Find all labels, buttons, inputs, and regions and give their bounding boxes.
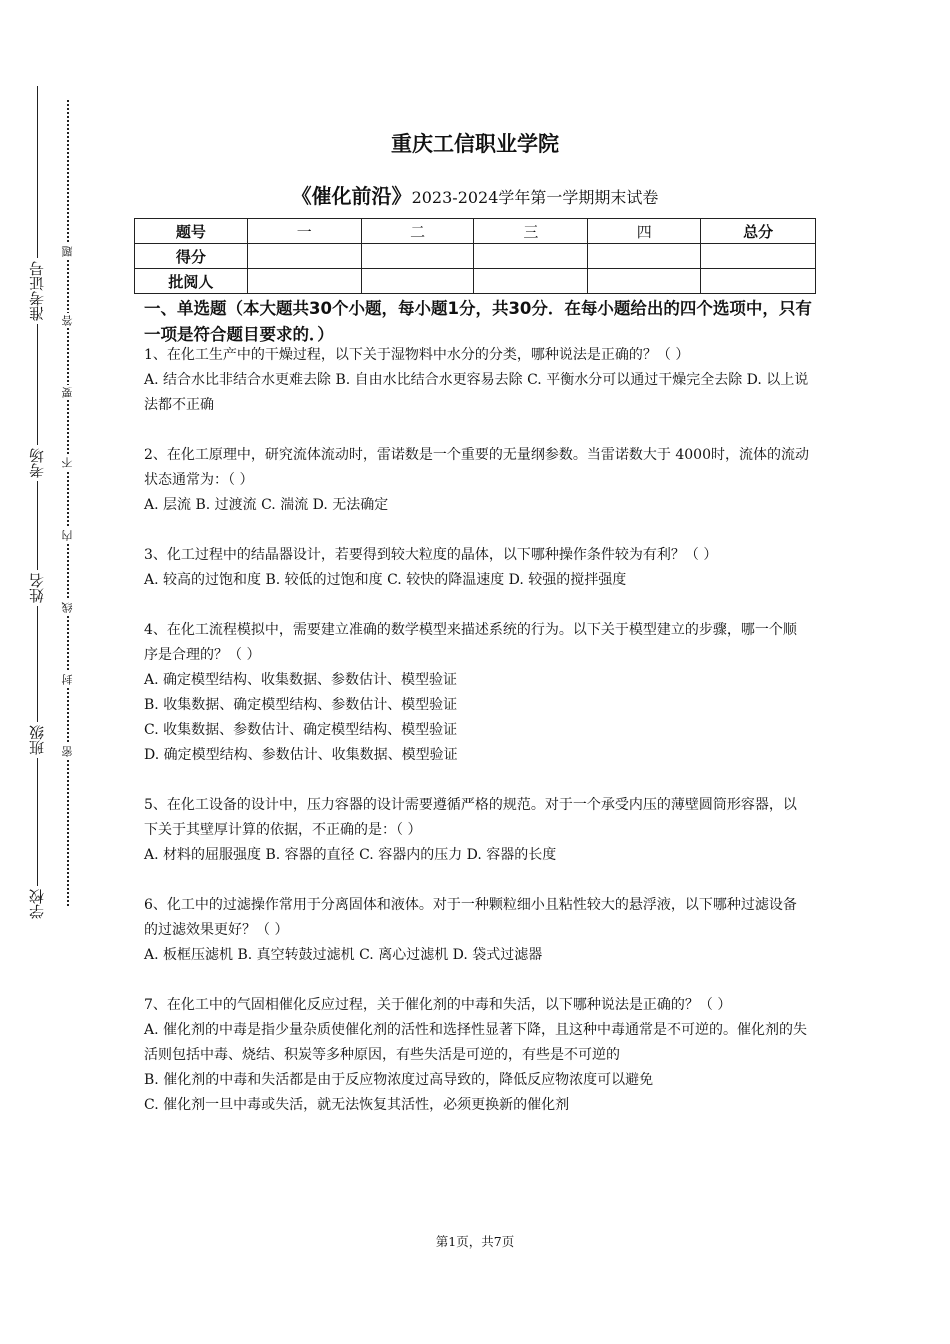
column-header: 二 xyxy=(361,219,474,244)
question-stem: 5、在化工设备的设计中，压力容器的设计需要遵循严格的规范。对于一个承受内压的薄壁圆筒形容器，以下关于其壁厚计算的依据，不正确的是：（ ） xyxy=(144,797,797,838)
seal-dotted-line xyxy=(67,100,69,906)
question-stem: 7、在化工中的气固相催化反应过程，关于催化剂的中毒和失活，以下哪种说法是正确的？（ ） xyxy=(144,997,732,1013)
question-stem: 4、在化工流程模拟中，需要建立准确的数学模型来描述系统的行为。以下关于模型建立的步骤，哪一个顺序是合理的？（ ） xyxy=(144,622,797,663)
question-option: A. 层流 B. 过渡流 C. 湍流 D. 无法确定 xyxy=(144,497,389,513)
field-class: 班级 xyxy=(22,722,52,758)
question-item xyxy=(144,543,810,593)
school-title: 重庆工信职业学院 xyxy=(391,132,559,156)
seal-char: 封 xyxy=(61,674,74,685)
field-exam-number: 准考证号 xyxy=(22,258,52,324)
grader-cell xyxy=(247,269,361,294)
question-option: B. 催化剂的中毒和失活都是由于反应物浓度过高导致的，降低反应物浓度可以避免 xyxy=(144,1072,654,1088)
section-heading: 一、单选题（本大题共30个小题，每小题1分，共30分．在每小题给出的四个选项中，只有一项是符合题目要求的．） xyxy=(144,299,812,344)
seal-char: 要 xyxy=(61,387,74,398)
question-option: A. 结合水比非结合水更难去除 B. 自由水比结合水更容易去除 C. 平衡水分可以通过干燥完全去除 D. 以上说法都不正确 xyxy=(144,372,809,413)
question-option: A. 板框压滤机 B. 真空转鼓过滤机 C. 离心过滤机 D. 袋式过滤器 xyxy=(144,947,543,963)
seal-char: 线 xyxy=(61,602,74,613)
column-header-total: 总分 xyxy=(701,219,816,244)
score-cell xyxy=(588,244,701,269)
field-school: 学校 xyxy=(22,886,52,922)
row-label-question-no: 题号 xyxy=(135,219,248,244)
binding-line xyxy=(37,86,38,916)
score-cell xyxy=(361,244,474,269)
seal-char: 不 xyxy=(61,457,74,468)
question-item xyxy=(144,618,810,768)
field-exam-room: 考场 xyxy=(22,445,52,481)
column-header: 四 xyxy=(588,219,701,244)
score-header-row xyxy=(135,219,816,244)
question-item xyxy=(144,793,810,868)
grader-cell xyxy=(588,269,701,294)
grader-row xyxy=(135,269,816,294)
row-label-grader: 批阅人 xyxy=(135,269,248,294)
question-stem: 6、化工中的过滤操作常用于分离固体和液体。对于一种颗粒细小且粘性较大的悬浮液，以下哪种过滤设备的过滤效果更好？（ ） xyxy=(144,897,797,938)
question-option: C. 收集数据、参数估计、确定模型结构、模型验证 xyxy=(144,722,458,738)
question-item xyxy=(144,893,810,968)
question-item xyxy=(144,343,810,418)
question-stem: 2、在化工原理中，研究流体流动时，雷诺数是一个重要的无量纲参数。当雷诺数大于 4000时，流体的流动状态通常为：（ ） xyxy=(144,447,809,488)
seal-char: 题 xyxy=(61,246,74,257)
score-row xyxy=(135,244,816,269)
column-header: 一 xyxy=(247,219,361,244)
score-table xyxy=(134,218,816,294)
score-cell xyxy=(701,244,816,269)
course-name: 《催化前沿》 xyxy=(291,184,412,208)
question-option: B. 收集数据、确定模型结构、参数估计、模型验证 xyxy=(144,697,458,713)
question-item xyxy=(144,993,810,1118)
field-name: 姓名 xyxy=(22,570,52,606)
question-stem: 3、化工过程中的结晶器设计，若要得到较大粒度的晶体，以下哪种操作条件较为有利？（ ） xyxy=(144,547,718,563)
grader-cell xyxy=(701,269,816,294)
seal-char: 内 xyxy=(61,530,74,541)
question-option: A. 确定模型结构、收集数据、参数估计、模型验证 xyxy=(144,672,458,688)
page-number: 第1页，共7页 xyxy=(435,1234,515,1249)
question-stem: 1、在化工生产中的干燥过程，以下关于湿物料中水分的分类，哪种说法是正确的？（ ） xyxy=(144,347,690,363)
question-option: A. 催化剂的中毒是指少量杂质使催化剂的活性和选择性显著下降，且这种中毒通常是不可逆的。催化剂的失活则包括中毒、烧结、积炭等多种原因，有些失活是可逆的，有些是不可逆的 xyxy=(144,1022,808,1063)
question-option: D. 确定模型结构、参数估计、收集数据、模型验证 xyxy=(144,747,458,763)
exam-title xyxy=(0,180,950,209)
question-option: C. 催化剂一旦中毒或失活，就无法恢复其活性，必须更换新的催化剂 xyxy=(144,1097,570,1113)
exam-term: 2023-2024学年第一学期期末试卷 xyxy=(411,188,659,207)
question-list xyxy=(144,343,810,1143)
grader-cell xyxy=(474,269,588,294)
column-header: 三 xyxy=(474,219,588,244)
seal-char: 密 xyxy=(61,746,74,757)
grader-cell xyxy=(361,269,474,294)
row-label-score: 得分 xyxy=(135,244,248,269)
question-item xyxy=(144,443,810,518)
seal-char: 答 xyxy=(61,315,74,326)
question-option: A. 较高的过饱和度 B. 较低的过饱和度 C. 较快的降温速度 D. 较强的搅拌强度 xyxy=(144,572,627,588)
score-cell xyxy=(247,244,361,269)
question-option: A. 材料的屈服强度 B. 容器的直径 C. 容器内的压力 D. 容器的长度 xyxy=(144,847,557,863)
score-cell xyxy=(474,244,588,269)
